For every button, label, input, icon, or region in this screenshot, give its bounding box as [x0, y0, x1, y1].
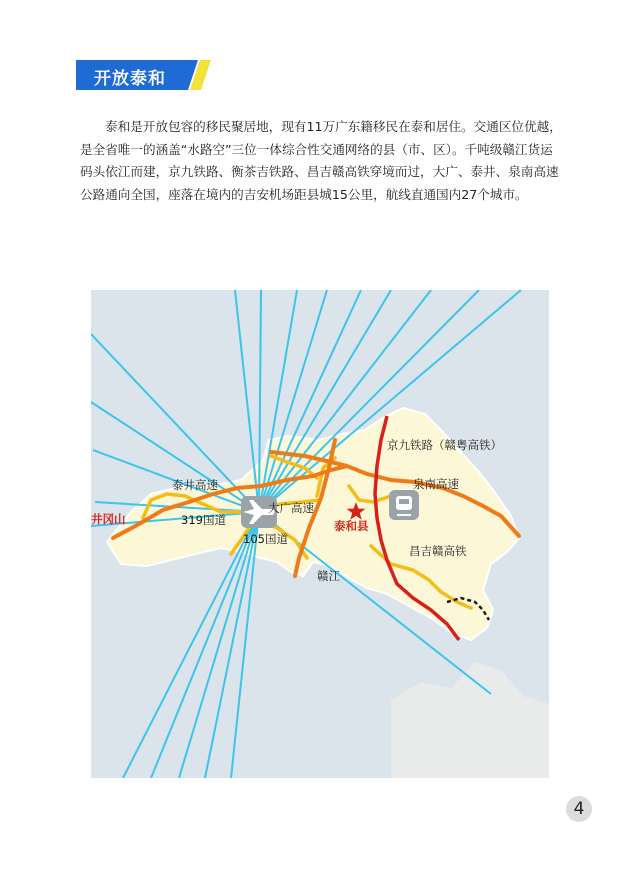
label-daguang: 大广高速 [268, 501, 314, 515]
label-jinggangshan: 井冈山 [91, 512, 126, 526]
page-number: 4 [566, 796, 592, 822]
train-icon [389, 490, 419, 520]
label-taijing: 泰井高速 [172, 478, 218, 492]
section-banner [76, 60, 211, 90]
label-ganjiang: 赣江 [317, 569, 340, 583]
map-canvas [91, 290, 549, 778]
label-g319: 319国道 [181, 513, 226, 527]
intro-paragraph: 泰和是开放包容的移民聚居地，现有11万广东籍移民在泰和居住。交通区位优越，是全省唯一的涵盖“水路空”三位一体综合性交通网络的县（市、区）。千吨级赣江货运码头依江而建，京九铁路、衡茶吉铁路、昌吉赣高铁穿境而过，大广、泰井、泉南高速公路通向全国，座落在境内的吉安机场距县城15公里，航线直通国内27个城市。 [80, 119, 562, 202]
label-changjigan: 昌吉赣高铁 [409, 544, 467, 558]
label-g105: 105国道 [243, 532, 288, 546]
label-taihe: 泰和县 [334, 519, 369, 533]
traffic-map [91, 290, 549, 778]
section-title: 开放泰和 [94, 69, 166, 89]
label-jingjiu: 京九铁路（赣粤高铁） [387, 438, 502, 452]
label-quannan: 泉南高速 [413, 477, 459, 491]
